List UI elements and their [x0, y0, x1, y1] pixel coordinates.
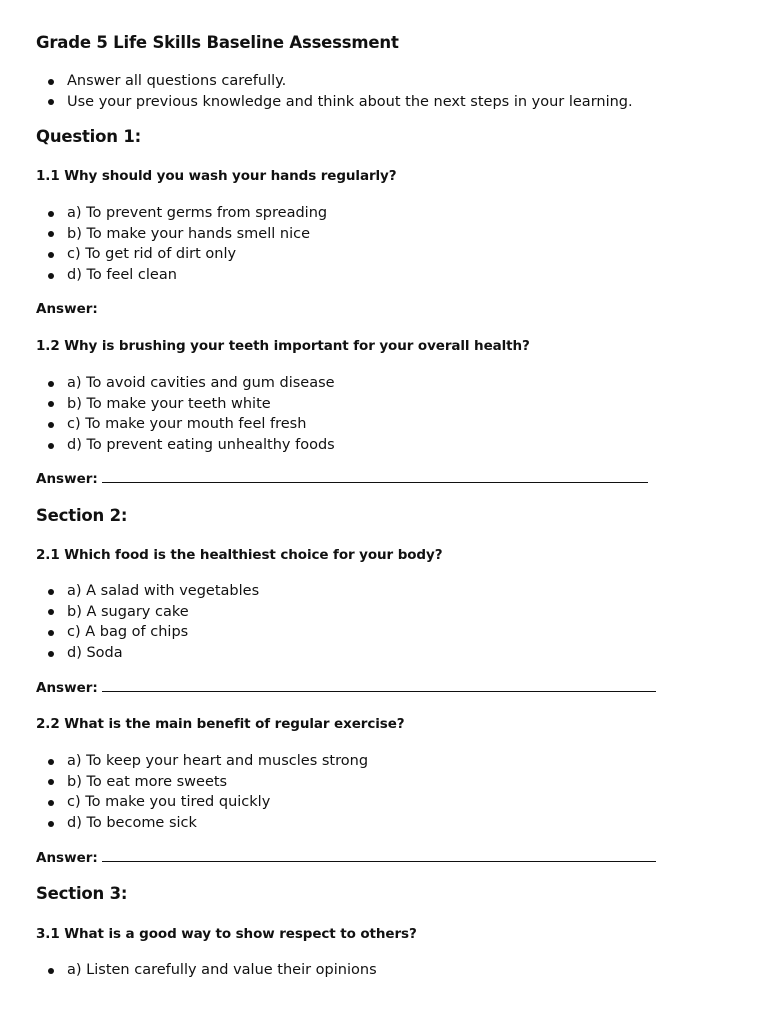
instruction-item	[36, 92, 633, 113]
section-heading-3: Section 3:	[36, 884, 128, 903]
answer-label: Answer:	[36, 471, 98, 487]
option-item	[36, 414, 335, 435]
question-1-1: 1.1 Why should you wash your hands regularly?	[36, 168, 397, 184]
options-list-2-1	[36, 581, 259, 664]
bullet-icon	[48, 381, 54, 387]
answer-line-1-1	[36, 301, 98, 317]
instruction-text: Use your previous knowledge and think about the next steps in your learning.	[67, 93, 633, 110]
question-2-1: 2.1 Which food is the healthiest choice for your body?	[36, 547, 443, 563]
option-text: d) Soda	[67, 645, 123, 662]
question-3-1: 3.1 What is a good way to show respect to others?	[36, 926, 417, 942]
bullet-icon	[48, 99, 54, 105]
answer-line-1-2	[36, 471, 648, 487]
bullet-icon	[48, 401, 54, 407]
option-item	[36, 581, 259, 602]
option-item	[36, 792, 368, 813]
question-2-2: 2.2 What is the main benefit of regular exercise?	[36, 716, 405, 732]
option-text: b) To make your hands smell nice	[67, 225, 310, 242]
answer-label: Answer:	[36, 301, 98, 317]
bullet-icon	[48, 779, 54, 785]
answer-blank[interactable]	[102, 473, 648, 483]
bullet-icon	[48, 443, 54, 449]
option-text: a) To avoid cavities and gum disease	[67, 375, 335, 391]
answer-blank[interactable]	[102, 682, 656, 692]
bullet-icon	[48, 609, 54, 615]
option-item	[36, 772, 368, 793]
bullet-icon	[48, 800, 54, 806]
option-text: a) A salad with vegetables	[67, 583, 260, 599]
bullet-icon	[48, 630, 54, 636]
options-list-1-1	[36, 203, 327, 286]
answer-line-2-1	[36, 680, 656, 696]
bullet-icon	[48, 231, 54, 237]
options-list-3-1	[36, 960, 377, 981]
bullet-icon	[48, 79, 54, 85]
bullet-icon	[48, 273, 54, 279]
section-heading-1: Question 1:	[36, 127, 142, 146]
instruction-text: Answer all questions carefully.	[67, 73, 287, 89]
option-item	[36, 960, 377, 981]
bullet-icon	[48, 968, 54, 974]
instruction-item	[36, 71, 633, 92]
option-item	[36, 373, 335, 394]
option-item	[36, 394, 335, 415]
option-text: d) To become sick	[67, 815, 197, 832]
bullet-icon	[48, 252, 54, 258]
answer-line-2-2	[36, 850, 656, 866]
bullet-icon	[48, 759, 54, 765]
bullet-icon	[48, 651, 54, 657]
option-text: c) A bag of chips	[67, 624, 189, 641]
option-item	[36, 602, 259, 623]
instructions-list	[36, 71, 633, 112]
option-item	[36, 265, 327, 286]
answer-blank[interactable]	[102, 852, 656, 862]
answer-label: Answer:	[36, 680, 98, 696]
option-text: c) To make you tired quickly	[67, 794, 271, 811]
bullet-icon	[48, 589, 54, 595]
options-list-2-2	[36, 751, 368, 834]
question-1-2: 1.2 Why is brushing your teeth important for your overall health?	[36, 338, 530, 354]
option-text: b) A sugary cake	[67, 603, 189, 620]
page-title: Grade 5 Life Skills Baseline Assessment	[36, 33, 399, 52]
option-text: a) To keep your heart and muscles strong	[67, 753, 369, 769]
option-text: d) To prevent eating unhealthy foods	[67, 437, 335, 454]
option-text: c) To make your mouth feel fresh	[67, 416, 307, 433]
option-item	[36, 751, 368, 772]
option-item	[36, 643, 259, 664]
bullet-icon	[48, 821, 54, 827]
option-item	[36, 224, 327, 245]
option-text: b) To eat more sweets	[67, 773, 228, 790]
option-item	[36, 244, 327, 265]
option-text: a) To prevent germs from spreading	[67, 205, 328, 221]
option-text: d) To feel clean	[67, 267, 177, 284]
option-item	[36, 203, 327, 224]
section-heading-2: Section 2:	[36, 506, 128, 525]
option-text: c) To get rid of dirt only	[67, 246, 237, 263]
answer-label: Answer:	[36, 850, 98, 866]
option-text: a) Listen carefully and value their opinions	[67, 962, 377, 978]
option-item	[36, 435, 335, 456]
option-item	[36, 813, 368, 834]
option-item	[36, 622, 259, 643]
option-text: b) To make your teeth white	[67, 395, 271, 412]
options-list-1-2	[36, 373, 335, 456]
bullet-icon	[48, 211, 54, 217]
bullet-icon	[48, 422, 54, 428]
